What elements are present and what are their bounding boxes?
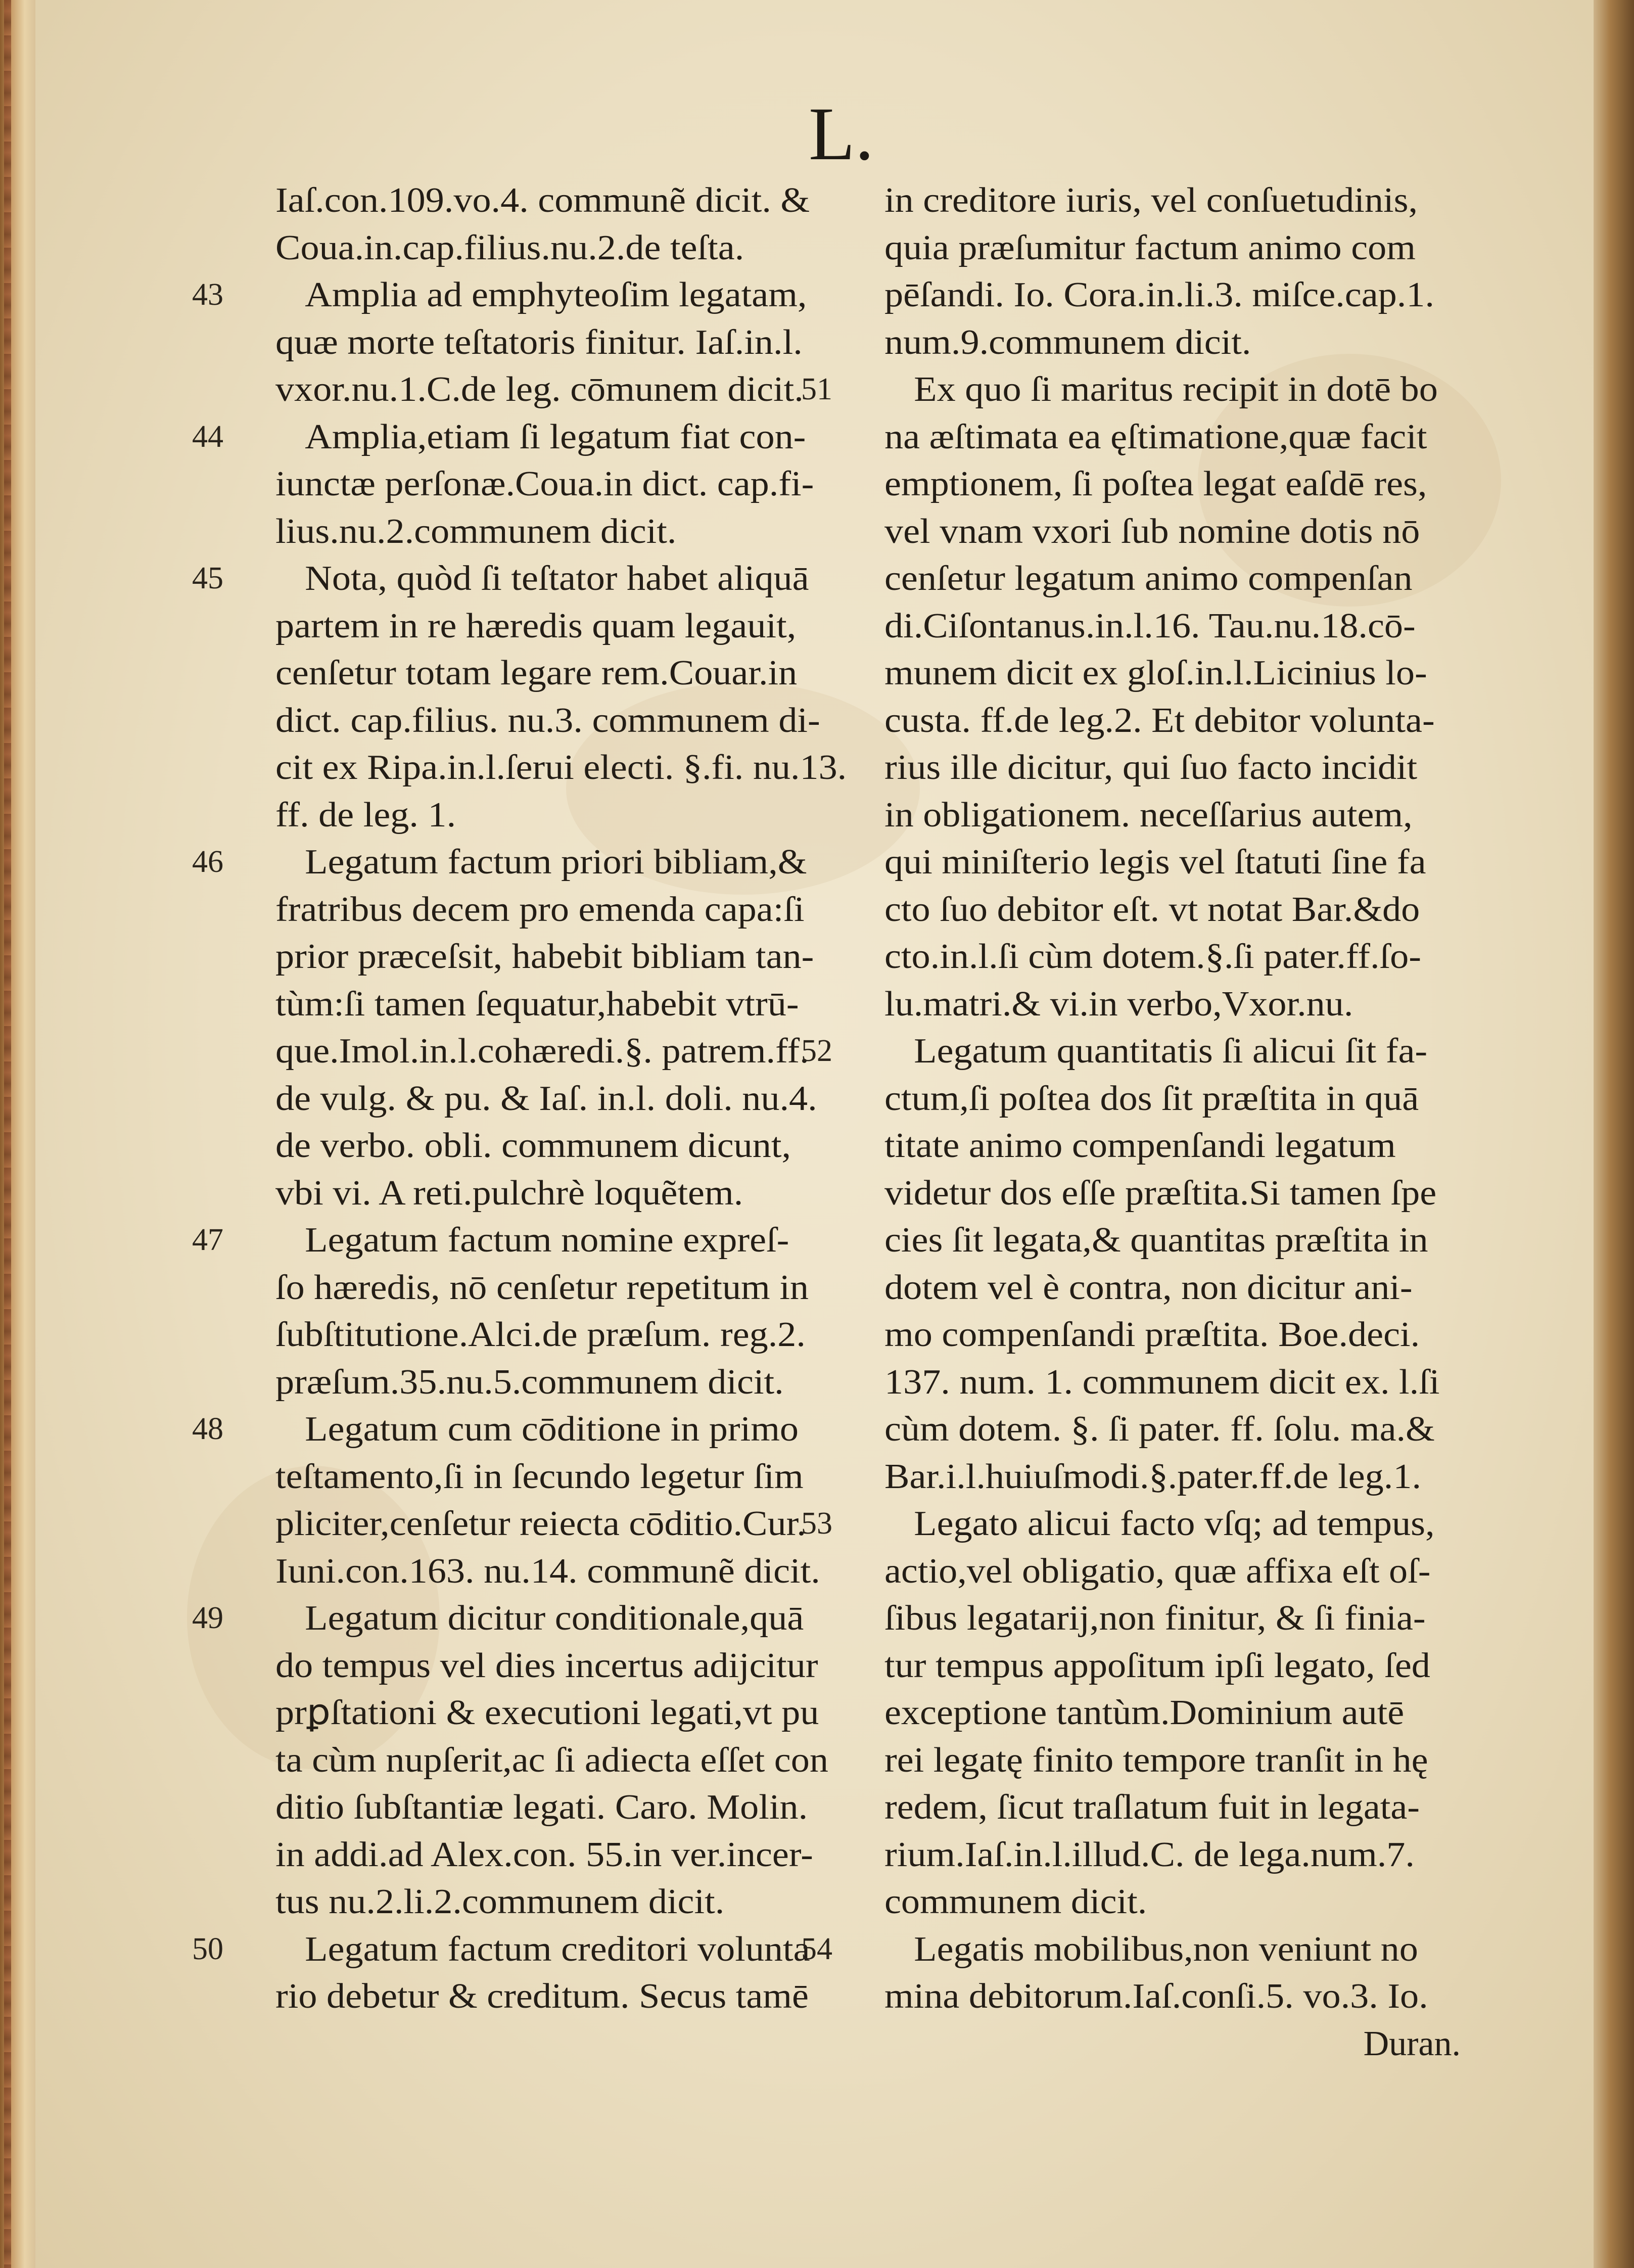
- catchword: [884, 2020, 1461, 2068]
- text-line: [275, 744, 852, 792]
- text-line: [884, 933, 1461, 981]
- text-line: [884, 792, 1461, 839]
- text-line: [884, 1595, 1461, 1642]
- text-line: [275, 886, 852, 934]
- text-line: [275, 981, 852, 1028]
- line-text: ff. de leg. 1.: [275, 795, 456, 835]
- line-text: rium.Iaſ.in.l.illud.C. de lega.num.7.: [884, 1835, 1415, 1874]
- text-line: [884, 1784, 1461, 1831]
- line-text: communem dicit.: [884, 1882, 1147, 1921]
- entry-number: 49: [192, 1601, 223, 1635]
- line-text: cùm dotem. §. ſi pater. ff. ſolu. ma.&: [884, 1410, 1435, 1449]
- folio-header: L.: [809, 92, 874, 176]
- text-line: [884, 1264, 1461, 1312]
- text-line: [884, 1311, 1461, 1359]
- line-text: Ex quo ſi maritus recipit in dotē bo: [914, 370, 1438, 409]
- catchword-text: Duran.: [1363, 2024, 1461, 2063]
- line-text: cto.in.l.ſi cùm dotem.§.ſi pater.ff.ſo-: [884, 937, 1421, 976]
- text-line: [275, 1737, 852, 1784]
- line-text: num.9.communem dicit.: [884, 322, 1251, 362]
- text-line: [884, 1689, 1461, 1737]
- line-text: custa. ff.de leg.2. Et debitor volunta-: [884, 701, 1435, 740]
- line-text: Amplia ad emphyteoſim legatam,: [305, 275, 807, 314]
- line-text: dotem vel è contra, non dicitur ani-: [884, 1268, 1413, 1307]
- line-text: Iaſ.con.109.vo.4. communẽ dicit. &: [275, 181, 810, 220]
- line-text: ſibus legatarij,non finitur, & ſi finia-: [884, 1599, 1426, 1638]
- line-text: ditio ſubſtantiæ legati. Caro. Molin.: [275, 1788, 808, 1827]
- text-line: [884, 886, 1461, 934]
- line-text: lius.nu.2.communem dicit.: [275, 512, 677, 551]
- entry-number: 53: [801, 1506, 832, 1541]
- text-line: [884, 650, 1461, 697]
- line-text: cenſetur totam legare rem.Couar.in: [275, 654, 798, 692]
- text-line: [801, 1028, 1461, 1075]
- text-line: [884, 460, 1461, 508]
- text-line: [192, 1595, 852, 1642]
- text-line: [275, 1689, 852, 1737]
- text-line: [801, 1926, 1461, 1973]
- line-text: Legatum factum creditori volunta: [305, 1929, 810, 1969]
- line-text: teſtamento,ſi in ſecundo legetur ſim: [275, 1457, 804, 1496]
- line-text: ctum,ſi poſtea dos ſit præſtita in quā: [884, 1079, 1419, 1118]
- line-text: mo compenſandi præſtita. Boe.deci.: [884, 1315, 1420, 1354]
- text-line: [275, 1831, 852, 1879]
- entry-number: 52: [801, 1034, 832, 1068]
- line-text: videtur dos eſſe præſtita.Si tamen ſpe: [884, 1173, 1437, 1213]
- text-line: [192, 271, 852, 319]
- text-line: [275, 224, 852, 272]
- text-line: [884, 839, 1461, 886]
- text-line: [275, 1973, 852, 2020]
- line-text: ſo hæredis, nō cenſetur repetitum in: [275, 1268, 809, 1307]
- entry-number: 48: [192, 1412, 223, 1446]
- line-text: dict. cap.filius. nu.3. communem di-: [275, 701, 820, 740]
- line-text: munem dicit ex gloſ.in.l.Licinius lo-: [884, 654, 1427, 692]
- line-text: Legatis mobilibus,non veniunt no: [914, 1929, 1418, 1969]
- text-line: [192, 1406, 852, 1453]
- line-text: Legatum dicitur conditionale,quā: [305, 1599, 804, 1638]
- text-line: [801, 1500, 1461, 1548]
- text-line: [884, 271, 1461, 319]
- line-text: ſubſtitutione.Alci.de præſum. reg.2.: [275, 1315, 806, 1354]
- text-line: [884, 1642, 1461, 1690]
- line-text: exceptione tantùm.Dominium autē: [884, 1693, 1405, 1732]
- text-line: [275, 1359, 852, 1406]
- line-text: Legatum factum priori bibliam,&: [305, 843, 807, 882]
- text-line: [884, 1406, 1461, 1453]
- text-line: [275, 460, 852, 508]
- text-line: [884, 224, 1461, 272]
- text-line: [275, 177, 852, 224]
- line-text: de vulg. & pu. & Iaſ. in.l. doli. nu.4.: [275, 1079, 817, 1118]
- line-text: cies ſit legata,& quantitas præſtita in: [884, 1221, 1428, 1260]
- line-text: tur tempus appoſitum ipſi legato, ſed: [884, 1646, 1430, 1685]
- line-text: Iuni.con.163. nu.14. communẽ dicit.: [275, 1551, 820, 1591]
- line-text: vxor.nu.1.C.de leg. cōmunem dicit.: [275, 370, 804, 409]
- text-line: [275, 697, 852, 745]
- line-text: ta cùm nupſerit,ac ſi adiecta eſſet con: [275, 1740, 828, 1780]
- line-text: redem, ſicut traſlatum fuit in legata-: [884, 1788, 1420, 1827]
- text-line: [275, 792, 852, 839]
- text-line: [275, 1500, 852, 1548]
- text-line: [275, 1784, 852, 1831]
- text-line: [275, 319, 852, 366]
- text-line: [884, 981, 1461, 1028]
- line-text: na æſtimata ea ęſtimatione,quæ facit: [884, 417, 1427, 456]
- entry-number: 54: [801, 1931, 832, 1966]
- text-line: [275, 1028, 852, 1075]
- line-text: Amplia,etiam ſi legatum fiat con-: [305, 417, 806, 456]
- line-text: titate animo compenſandi legatum: [884, 1126, 1396, 1165]
- line-text: di.Ciſontanus.in.l.16. Tau.nu.18.cō-: [884, 606, 1416, 645]
- line-text: cit ex Ripa.in.l.ſerui electi. §.fi. nu.13.: [275, 748, 847, 787]
- entry-number: 44: [192, 419, 223, 454]
- text-line: [884, 177, 1461, 224]
- line-text: Bar.i.l.huiuſmodi.§.pater.ff.de leg.1.: [884, 1457, 1421, 1496]
- line-text: præſum.35.nu.5.communem dicit.: [275, 1362, 784, 1402]
- line-text: actio,vel obligatio, quæ affixa eſt oſ-: [884, 1551, 1431, 1591]
- text-line: [192, 413, 852, 461]
- text-line: [192, 1926, 852, 1973]
- text-line: [884, 1973, 1461, 2020]
- line-text: rei legatę finito tempore tranſit in hę: [884, 1740, 1428, 1780]
- line-text: cto ſuo debitor eſt. vt notat Bar.&do: [884, 890, 1420, 929]
- text-line: [275, 1548, 852, 1595]
- text-line: [884, 555, 1461, 603]
- text-line: [884, 1453, 1461, 1501]
- line-text: Nota, quòd ſi teſtator habet aliquā: [305, 559, 809, 598]
- text-line: [884, 1878, 1461, 1926]
- text-line: [884, 1831, 1461, 1879]
- text-line: [275, 1311, 852, 1359]
- line-text: prior præceſsit, habebit bibliam tan-: [275, 937, 814, 976]
- text-line: [884, 413, 1461, 461]
- line-text: que.Imol.in.l.cohæredi.§. patrem.ff.: [275, 1032, 809, 1071]
- line-text: Legato alicui facto vſq; ad tempus,: [914, 1504, 1435, 1543]
- entry-number: 50: [192, 1931, 223, 1966]
- line-text: iunctæ perſonæ.Coua.in dict. cap.fi-: [275, 465, 814, 503]
- text-line: [884, 603, 1461, 650]
- line-text: in creditore iuris, vel conſuetudinis,: [884, 181, 1418, 220]
- text-line: [275, 1122, 852, 1170]
- line-text: do tempus vel dies incertus adijcitur: [275, 1646, 818, 1685]
- line-text: Legatum quantitatis ſi alicui ſit fa-: [914, 1032, 1428, 1071]
- line-text: tus nu.2.li.2.communem dicit.: [275, 1882, 725, 1921]
- line-text: prꝑſtationi & executioni legati,vt pu: [275, 1693, 819, 1732]
- text-line: [192, 555, 852, 603]
- binding-spine-strip: [4, 0, 11, 2268]
- text-line: [275, 603, 852, 650]
- text-line: [275, 1264, 852, 1312]
- line-text: in addi.ad Alex.con. 55.in ver.incer-: [275, 1835, 813, 1874]
- line-text: vbi vi. A reti.pulchrè loquẽtem.: [275, 1173, 743, 1213]
- text-line: [884, 744, 1461, 792]
- line-text: 137. num. 1. communem dicit ex. l.ſi: [884, 1362, 1440, 1402]
- line-text: tùm:ſi tamen ſequatur,habebit vtrū-: [275, 984, 799, 1024]
- text-line: [884, 1075, 1461, 1123]
- line-text: Legatum factum nomine expreſ-: [305, 1221, 789, 1260]
- line-text: partem in re hæredis quam legauit,: [275, 606, 797, 645]
- line-text: vel vnam vxori ſub nomine dotis nō: [884, 512, 1420, 551]
- line-text: rius ille dicitur, qui ſuo facto incidit: [884, 748, 1418, 787]
- line-text: pēſandi. Io. Cora.in.li.3. miſce.cap.1.: [884, 275, 1434, 314]
- entry-number: 47: [192, 1223, 223, 1257]
- text-line: [884, 1170, 1461, 1217]
- text-line: [192, 839, 852, 886]
- text-line: [275, 1075, 852, 1123]
- text-line: [192, 1217, 852, 1264]
- line-text: de verbo. obli. communem dicunt,: [275, 1126, 791, 1165]
- text-line: [884, 508, 1461, 556]
- text-line: [275, 933, 852, 981]
- text-line: [884, 697, 1461, 745]
- text-line: [275, 366, 852, 413]
- line-text: mina debitorum.Iaſ.conſi.5. vo.3. Io.: [884, 1977, 1428, 2016]
- text-line: [275, 1878, 852, 1926]
- text-line: [275, 650, 852, 697]
- line-text: rio debetur & creditum. Secus tamē: [275, 1977, 809, 2016]
- text-line: [884, 1548, 1461, 1595]
- page-right-edge: [1594, 0, 1634, 2268]
- line-text: Coua.in.cap.filius.nu.2.de teſta.: [275, 228, 744, 267]
- line-text: fratribus decem pro emenda capa:ſi: [275, 890, 805, 929]
- text-line: [884, 1217, 1461, 1264]
- right-text-column: [801, 177, 1461, 2067]
- text-line: [884, 1737, 1461, 1784]
- line-text: lu.matri.& vi.in verbo,Vxor.nu.: [884, 984, 1353, 1024]
- entry-number: 45: [192, 561, 223, 595]
- left-text-column: [192, 177, 852, 2020]
- line-text: pliciter,cenſetur reiecta cōditio.Cur.: [275, 1504, 806, 1543]
- line-text: emptionem, ſi poſtea legat eaſdē res,: [884, 465, 1427, 503]
- entry-number: 43: [192, 277, 223, 312]
- text-line: [275, 1642, 852, 1690]
- entry-number: 51: [801, 372, 832, 406]
- line-text: in obligationem. neceſſarius autem,: [884, 795, 1413, 835]
- line-text: Legatum cum cōditione in primo: [305, 1410, 799, 1449]
- line-text: cenſetur legatum animo compenſan: [884, 559, 1413, 598]
- text-line: [884, 319, 1461, 366]
- entry-number: 46: [192, 845, 223, 879]
- line-text: quia præſumitur factum animo com: [884, 228, 1416, 267]
- line-text: quæ morte teſtatoris finitur. Iaſ.in.l.: [275, 322, 803, 362]
- line-text: qui miniſterio legis vel ſtatuti ſine fa: [884, 843, 1426, 882]
- text-line: [801, 366, 1461, 413]
- text-line: [884, 1122, 1461, 1170]
- text-line: [275, 1453, 852, 1501]
- text-line: [884, 1359, 1461, 1406]
- text-line: [275, 508, 852, 556]
- text-line: [275, 1170, 852, 1217]
